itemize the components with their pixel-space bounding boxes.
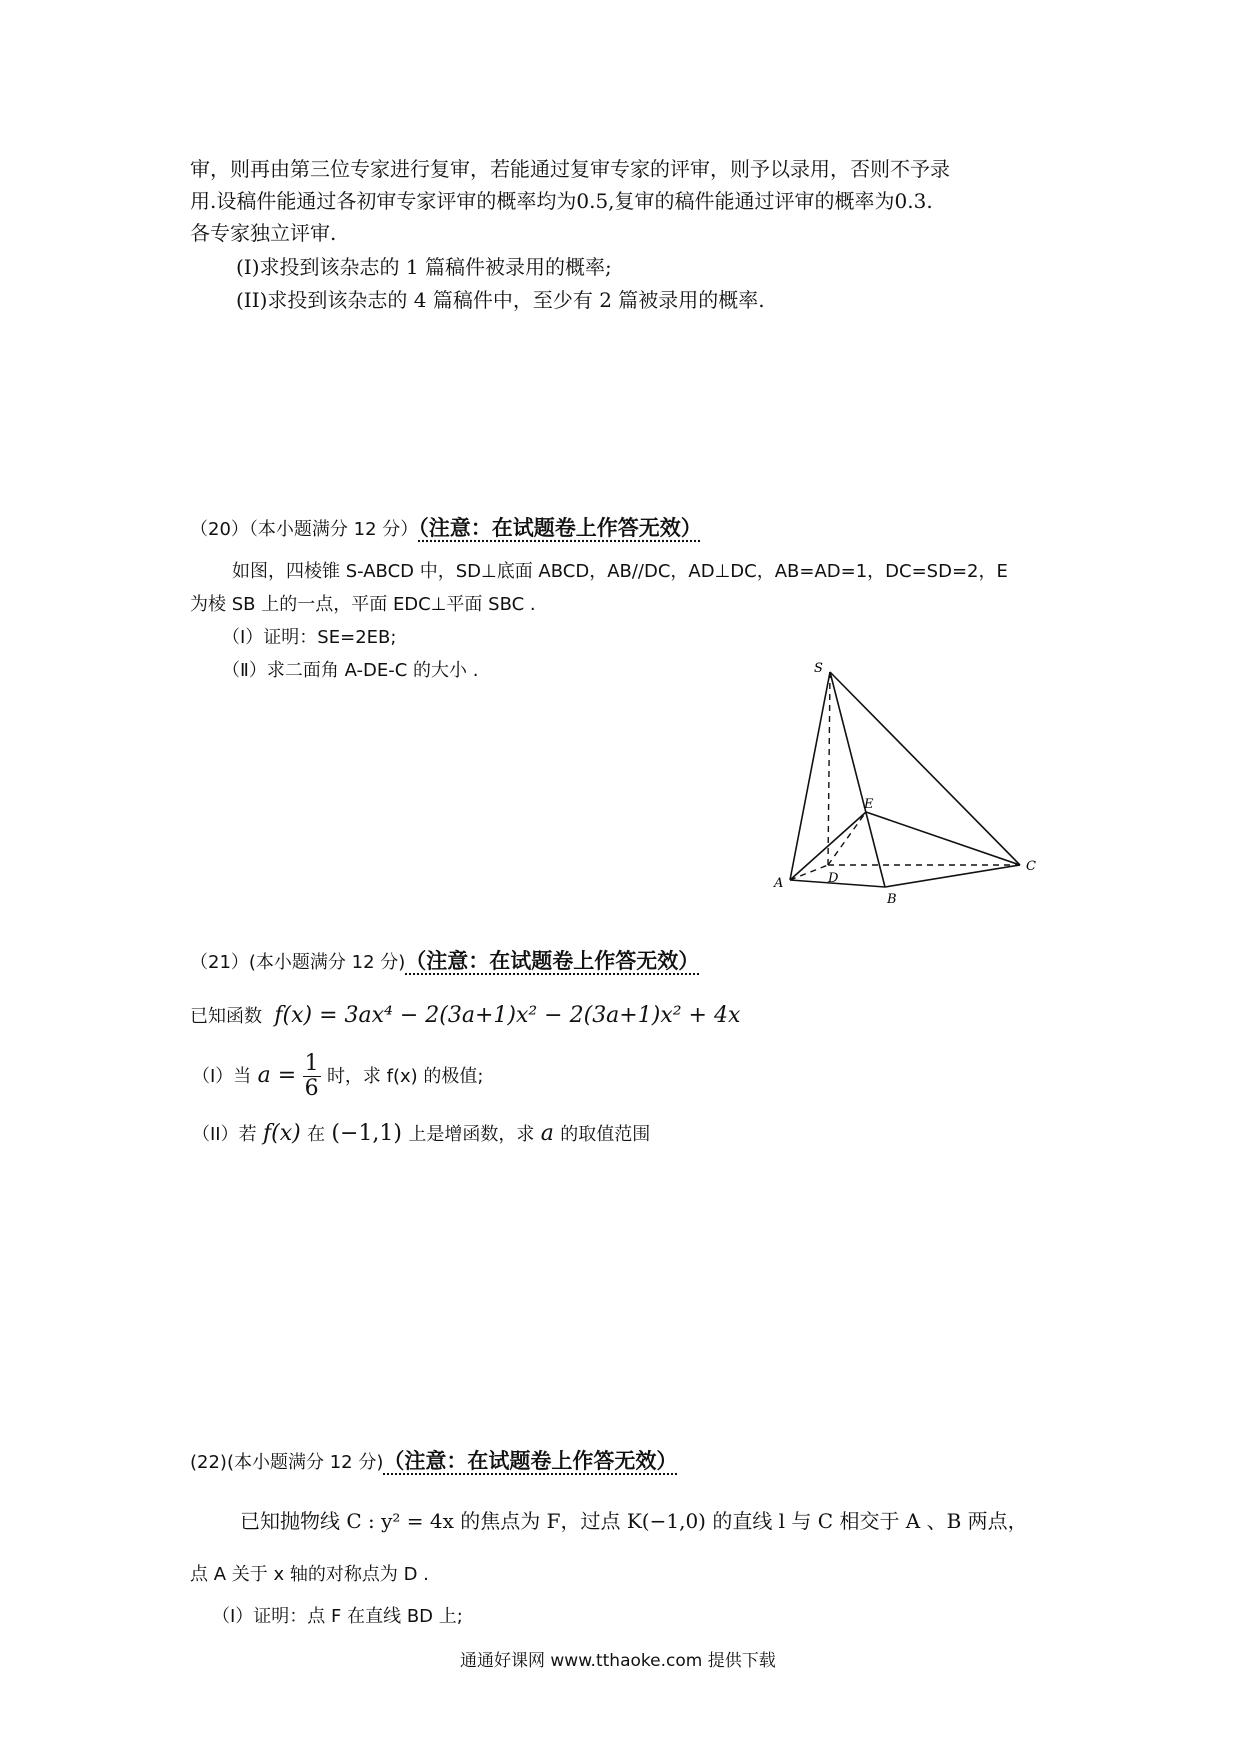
label-A: A <box>774 876 784 891</box>
q21-p2-rest: 上是增函数，求 <box>408 1124 535 1145</box>
q19-line3: 各专家独立评审. <box>190 221 337 245</box>
q21-p2-label: （II）若 <box>192 1124 257 1145</box>
q21-p2-mid: 在 <box>307 1124 326 1145</box>
edge-SC <box>830 672 1020 865</box>
edge-EC <box>866 812 1020 865</box>
q21-p2-a: a <box>540 1121 554 1146</box>
q21-formula: f(x) = 3ax⁴ − 2(3a+1)x² − 2(3a+1)x² + 4x <box>274 1003 741 1028</box>
q20-text2: 为棱 SB 上的一点，平面 EDC⊥平面 SBC . <box>190 594 536 615</box>
label-E: E <box>864 797 874 812</box>
pyramid-figure <box>770 650 1060 910</box>
fraction-numerator: 1 <box>304 1051 319 1076</box>
q20-part2: （Ⅱ）求二面角 A-DE-C 的大小 . <box>222 660 479 681</box>
q22-header <box>190 1445 677 1475</box>
q21-header-note: （注意：在试题卷上作答无效） <box>405 949 700 973</box>
q22-text2: 点 A 关于 x 轴的对称点为 D . <box>190 1564 429 1585</box>
q22-header-note: （注意：在试题卷上作答无效） <box>383 1449 678 1473</box>
edge-AD <box>790 865 828 880</box>
label-C: C <box>1026 859 1036 874</box>
q21-intro-line <box>190 1002 740 1028</box>
q19-part1: (I)求投到该杂志的 1 篇稿件被录用的概率; <box>236 255 612 279</box>
label-B: B <box>887 892 897 907</box>
q20-header <box>190 512 702 542</box>
label-D: D <box>828 871 839 886</box>
q20-part1: （Ⅰ）证明：SE=2EB; <box>222 627 397 648</box>
edge-DE <box>828 812 866 865</box>
q19-part2: (II)求投到该杂志的 4 篇稿件中，至少有 2 篇被录用的概率. <box>236 288 765 312</box>
q22-text1: 已知抛物线 C : y² = 4x 的焦点为 F，过点 K(−1,0) 的直线 l 与 C 相交于 A 、B 两点， <box>240 1509 1028 1533</box>
q22-header-num: (22)(本小题满分 12 分) <box>190 1452 384 1473</box>
edge-BC <box>885 865 1020 887</box>
q20-header-note: （注意：在试题卷上作答无效） <box>418 516 702 540</box>
edge-SB <box>830 672 885 887</box>
q20-header-num: （20）（本小题满分 12 分） <box>190 519 419 540</box>
label-S: S <box>814 661 823 676</box>
q21-header-num: （21）(本小题满分 12 分) <box>190 952 406 973</box>
q21-p1-label: （I）当 <box>192 1066 252 1087</box>
q21-p1-rest: 时，求 f(x) 的极值; <box>326 1066 484 1087</box>
q19-line2: 用.设稿件能通过各初审专家评审的概率均为0.5,复审的稿件能通过评审的概率为0.3. <box>190 189 933 213</box>
fraction-denominator: 6 <box>304 1076 319 1101</box>
page-footer: 通通好课网 www.tthaoke.com 提供下载 <box>460 1651 776 1671</box>
q21-p2-f: f(x) <box>262 1121 301 1146</box>
fraction-one-sixth <box>303 1052 321 1101</box>
q21-intro: 已知函数 <box>190 1006 262 1027</box>
edge-SD <box>828 672 830 865</box>
q21-p2-end: 的取值范围 <box>560 1124 651 1145</box>
q21-part2 <box>192 1120 650 1146</box>
q21-part1 <box>192 1052 483 1101</box>
q21-p2-interval: (−1,1) <box>331 1121 403 1146</box>
q20-text1: 如图，四棱锥 S-ABCD 中，SD⊥底面 ABCD，AB//DC，AD⊥DC，AB=AD=1，DC=SD=2，E <box>232 561 1008 582</box>
q21-p1-a: a = <box>257 1063 297 1088</box>
q21-header <box>190 945 699 975</box>
q22-part1: （Ⅰ）证明：点 F 在直线 BD 上; <box>212 1606 463 1627</box>
q19-line1: 审，则再由第三位专家进行复审，若能通过复审专家的评审，则予以录用，否则不予录 <box>190 157 950 181</box>
